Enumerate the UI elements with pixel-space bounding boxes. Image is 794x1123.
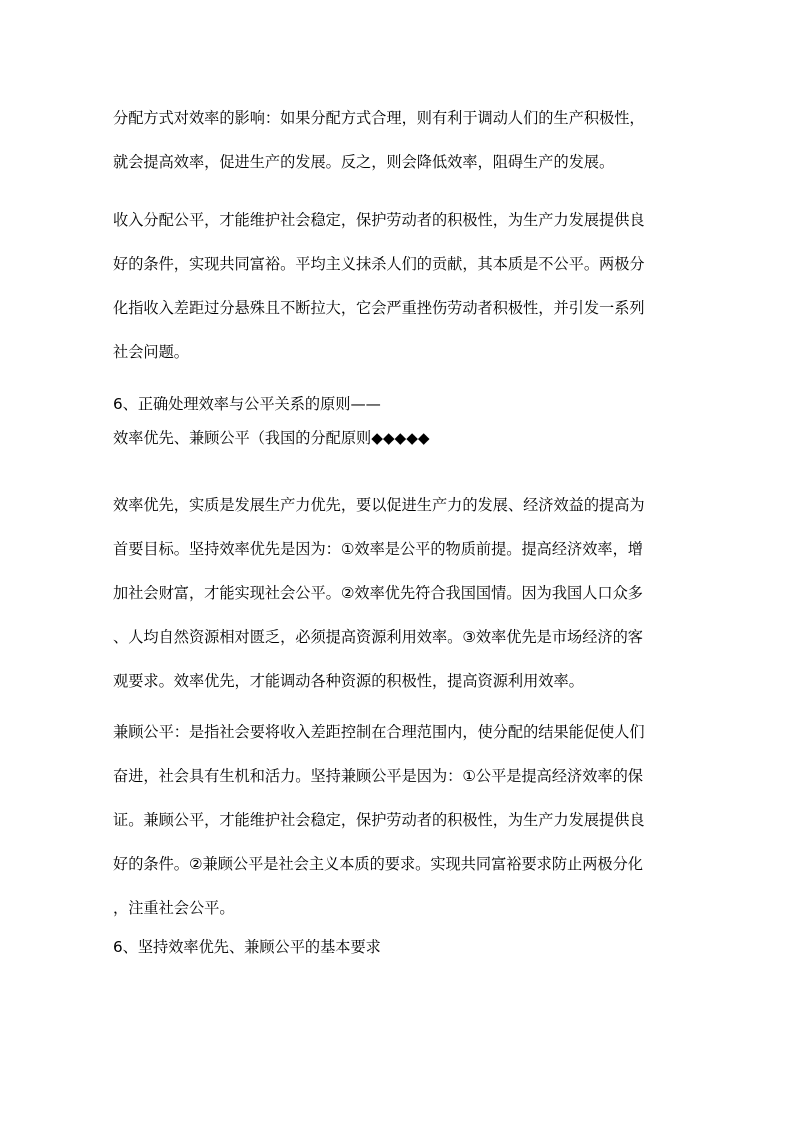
text-line: 奋进，社会具有生机和活力。坚持兼顾公平是因为：①公平是提高经济效率的保 (113, 767, 643, 785)
text-line: 好的条件。②兼顾公平是社会主义本质的要求。实现共同富裕要求防止两极分化 (113, 855, 643, 873)
text-line: 首要目标。坚持效率优先是因为：①效率是公平的物质前提。提高经济效率，增 (113, 540, 643, 558)
text-line: 、人均自然资源相对匮乏，必须提高资源利用效率。③效率优先是市场经济的客 (113, 628, 643, 646)
paragraph-distribution-efficiency (113, 107, 685, 173)
text-line: 证。兼顾公平，才能维护社会稳定，保护劳动者的积极性，为生产力发展提供良 (113, 811, 645, 829)
text-line: 社会问题。 (113, 343, 189, 361)
paragraph-income-fairness (113, 209, 685, 363)
text-line: 兼顾公平：是指社会要将收入差距控制在合理范围内，使分配的结果能促使人们 (113, 723, 645, 741)
text-line: 收入分配公平，才能维护社会稳定，保护劳动者的积极性，为生产力发展提供良 (113, 211, 645, 229)
text-line: ，注重社会公平。 (113, 899, 235, 917)
text-line: 效率优先，实质是发展生产力优先，要以促进生产力的发展、经济效益的提高为 (113, 496, 645, 514)
text-line: 好的条件，实现共同富裕。平均主义抹杀人们的贡献，其本质是不公平。两极分 (113, 255, 645, 273)
text-line: 加社会财富，才能实现社会公平。②效率优先符合我国国情。因为我国人口众多 (113, 584, 643, 602)
text-line: 就会提高效率，促进生产的发展。反之，则会降低效率，阻碍生产的发展。 (113, 153, 615, 171)
text-line: 观要求。效率优先，才能调动各种资源的积极性，提高资源利用效率。 (113, 672, 584, 690)
section-subheading: 效率优先、兼顾公平（我国的分配原则◆◆◆◆◆ (113, 429, 430, 447)
section-heading: 6、正确处理效率与公平关系的原则—— (113, 395, 381, 413)
section-heading: 6、坚持效率优先、兼顾公平的基本要求 (113, 938, 381, 956)
text-line: 分配方式对效率的影响：如果分配方式合理，则有利于调动人们的生产积极性， (113, 109, 645, 127)
section-heading-basic-requirements (113, 936, 685, 958)
section-heading-principle (113, 393, 685, 449)
paragraph-considering-fairness (113, 721, 685, 919)
paragraph-efficiency-first (113, 494, 685, 692)
text-line: 化指收入差距过分悬殊且不断拉大，它会严重挫伤劳动者积极性，并引发一系列 (113, 299, 645, 317)
